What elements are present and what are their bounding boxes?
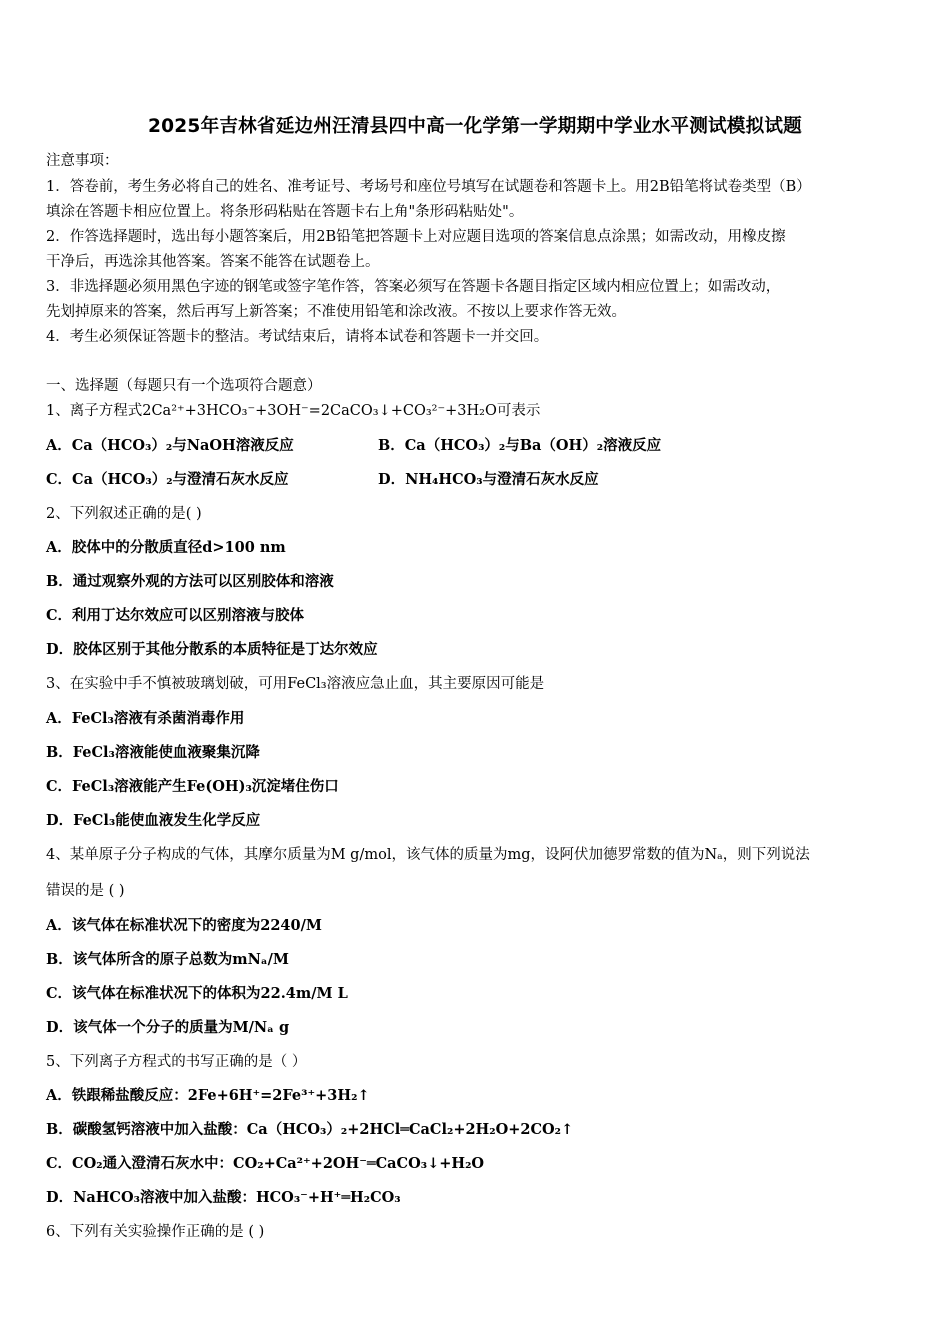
question-4-stem-cont: 错误的是 ( ): [46, 883, 125, 899]
section-heading: 一、选择题（每题只有一个选项符合题意）: [46, 378, 322, 394]
question-1-option-d[interactable]: D．NH₄HCO₃与澄清石灰水反应: [378, 471, 599, 488]
question-3-stem: 3、在实验中手不慎被玻璃划破，可用FeCl₃溶液应急止血，其主要原因可能是: [46, 676, 545, 692]
notice-line: 3．非选择题必须用黑色字迹的钢笔或签字笔作答，答案必须写在答题卡各题目指定区域内相应位置上；如需改动，: [46, 279, 781, 295]
question-1-option-c[interactable]: C．Ca（HCO₃）₂与澄清石灰水反应: [46, 471, 289, 488]
question-1-stem: 1、离子方程式2Ca²⁺+3HCO₃⁻+3OH⁻=2CaCO₃↓+CO₃²⁻+3H₂O可表示: [46, 403, 541, 419]
question-3-option-b[interactable]: B．FeCl₃溶液能使血液聚集沉降: [46, 744, 260, 761]
question-5-stem: 5、下列离子方程式的书写正确的是（ ）: [46, 1054, 307, 1070]
question-3-option-a[interactable]: A．FeCl₃溶液有杀菌消毒作用: [46, 710, 245, 727]
notice-heading: 注意事项：: [46, 153, 119, 169]
question-5-option-d[interactable]: D．NaHCO₃溶液中加入盐酸：HCO₃⁻+H⁺═H₂CO₃: [46, 1189, 401, 1206]
question-2-stem: 2、下列叙述正确的是( ): [46, 506, 202, 522]
question-1-option-b[interactable]: B．Ca（HCO₃）₂与Ba（OH）₂溶液反应: [378, 437, 662, 454]
notice-line: 干净后，再选涂其他答案。答案不能答在试题卷上。: [46, 254, 380, 270]
question-4-option-a[interactable]: A．该气体在标准状况下的密度为2240/M: [46, 917, 322, 934]
notice-line: 4．考生必须保证答题卡的整洁。考试结束后，请将本试卷和答题卡一并交回。: [46, 329, 549, 345]
question-3-option-c[interactable]: C．FeCl₃溶液能产生Fe(OH)₃沉淀堵住伤口: [46, 778, 339, 795]
question-2-option-c[interactable]: C．利用丁达尔效应可以区别溶液与胶体: [46, 607, 305, 624]
question-2-option-a[interactable]: A．胶体中的分散质直径d>100 nm: [46, 539, 286, 556]
question-5-option-c[interactable]: C．CO₂通入澄清石灰水中：CO₂+Ca²⁺+2OH⁻═CaCO₃↓+H₂O: [46, 1155, 485, 1172]
question-5-option-b[interactable]: B．碳酸氢钙溶液中加入盐酸：Ca（HCO₃）₂+2HCl═CaCl₂+2H₂O+2CO₂↑: [46, 1121, 574, 1138]
question-4-stem: 4、某单原子分子构成的气体，其摩尔质量为M g/mol，该气体的质量为mg，设阿伏加德罗常数的值为Nₐ，则下列说法: [46, 847, 810, 863]
question-4-option-c[interactable]: C．该气体在标准状况下的体积为22.4m/M L: [46, 985, 348, 1002]
question-2-option-b[interactable]: B．通过观察外观的方法可以区别胶体和溶液: [46, 573, 334, 590]
notice-line: 1．答卷前，考生务必将自己的姓名、准考证号、考场号和座位号填写在试题卷和答题卡上。用2B铅笔将试卷类型（B）: [46, 179, 811, 195]
question-3-option-d[interactable]: D．FeCl₃能使血液发生化学反应: [46, 812, 261, 829]
question-4-option-d[interactable]: D．该气体一个分子的质量为M/Nₐ g: [46, 1019, 290, 1036]
question-1-option-a[interactable]: A．Ca（HCO₃）₂与NaOH溶液反应: [46, 437, 294, 454]
notice-line: 2．作答选择题时，选出每小题答案后，用2B铅笔把答题卡上对应题目选项的答案信息点涂黑；如需改动，用橡皮擦: [46, 229, 786, 245]
notice-line: 填涂在答题卡相应位置上。将条形码粘贴在答题卡右上角"条形码粘贴处"。: [46, 204, 524, 220]
page-title: 2025年吉林省延边州汪清县四中高一化学第一学期期中学业水平测试模拟试题: [148, 116, 802, 137]
notice-line: 先划掉原来的答案，然后再写上新答案；不准使用铅笔和涂改液。不按以上要求作答无效。: [46, 304, 626, 320]
question-2-option-d[interactable]: D．胶体区别于其他分散系的本质特征是丁达尔效应: [46, 641, 378, 658]
question-6-stem: 6、下列有关实验操作正确的是 ( ): [46, 1224, 265, 1240]
question-5-option-a[interactable]: A．铁跟稀盐酸反应：2Fe+6H⁺=2Fe³⁺+3H₂↑: [46, 1087, 370, 1104]
question-4-option-b[interactable]: B．该气体所含的原子总数为mNₐ/M: [46, 951, 289, 968]
